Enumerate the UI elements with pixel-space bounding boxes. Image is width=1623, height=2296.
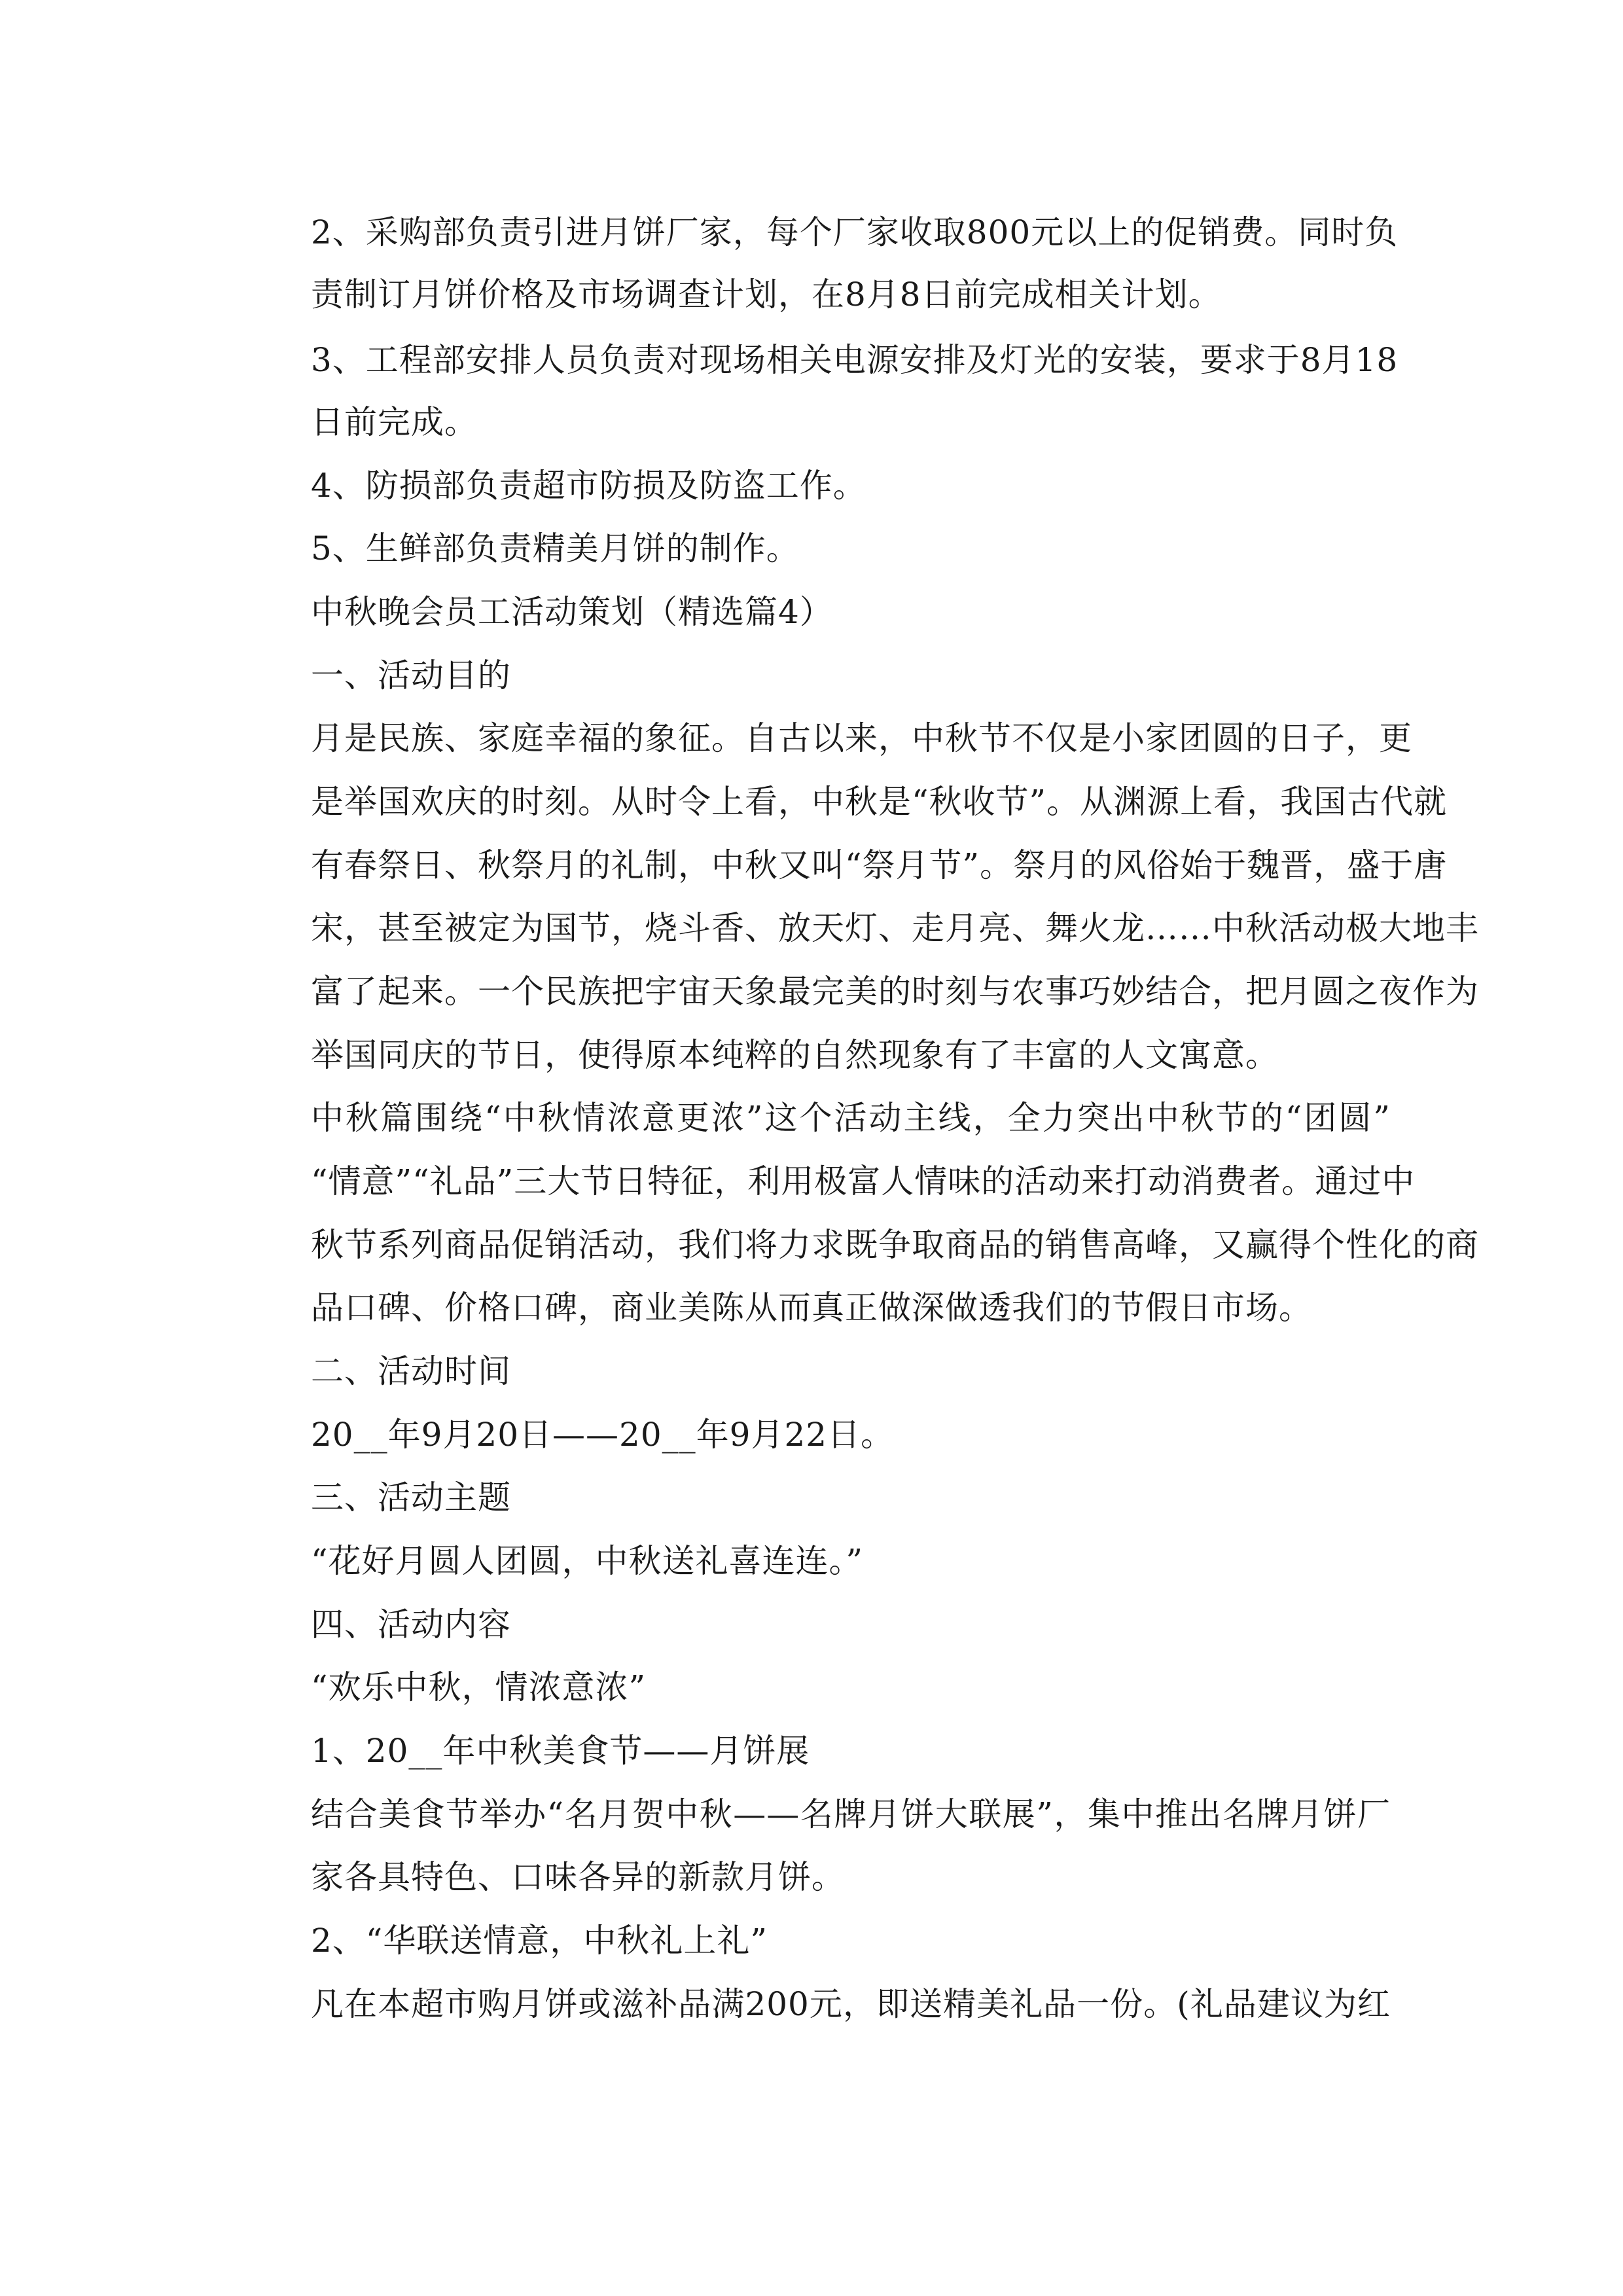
paragraph-line: 2、“华联送情意，中秋礼上礼” xyxy=(311,1922,768,1960)
paragraph-line: “情意”“礼品”三大节日特征，利用极富人情味的活动来打动消费者。通过中 xyxy=(311,1162,1416,1200)
section-heading: 四、活动内容 xyxy=(311,1605,511,1643)
paragraph-line: 举国同庆的节日，使得原本纯粹的自然现象有了丰富的人文寓意。 xyxy=(311,1036,1279,1074)
paragraph-line: 5、生鲜部负责精美月饼的制作。 xyxy=(311,529,800,567)
paragraph-line: “花好月圆人团圆，中秋送礼喜连连。” xyxy=(311,1542,864,1580)
paragraph-line: 20__年9月20日——20__年9月22日。 xyxy=(311,1416,895,1454)
section-heading: 一、活动目的 xyxy=(311,656,511,694)
paragraph-line: 责制订月饼价格及市场调查计划，在8月8日前完成相关计划。 xyxy=(311,276,1222,314)
paragraph-line: 是举国欢庆的时刻。从时令上看，中秋是“秋收节”。从渊源上看，我国古代就 xyxy=(311,783,1448,821)
paragraph-line: 中秋篇围绕“中秋情浓意更浓”这个活动主线，全力突出中秋节的“团圆” xyxy=(311,1099,1391,1137)
paragraph-line: 1、20__年中秋美食节——月饼展 xyxy=(311,1732,810,1770)
paragraph-line: “欢乐中秋，情浓意浓” xyxy=(311,1668,647,1706)
paragraph-line: 月是民族、家庭幸福的象征。自古以来，中秋节不仅是小家团圆的日子，更 xyxy=(311,719,1412,757)
paragraph-line: 4、防损部负责超市防损及防盗工作。 xyxy=(311,467,866,505)
section-title: 中秋晚会员工活动策划（精选篇4） xyxy=(311,593,833,631)
paragraph-line: 富了起来。一个民族把宇宙天象最完美的时刻与农事巧妙结合，把月圆之夜作为 xyxy=(311,973,1479,1011)
paragraph-line: 家各具特色、口味各异的新款月饼。 xyxy=(311,1858,845,1896)
paragraph-line: 3、工程部安排人员负责对现场相关电源安排及灯光的安装，要求于8月18 xyxy=(311,341,1399,379)
paragraph-line: 2、采购部负责引进月饼厂家，每个厂家收取800元以上的促销费。同时负 xyxy=(311,213,1399,251)
paragraph-line: 日前完成。 xyxy=(311,403,478,441)
paragraph-line: 秋节系列商品促销活动，我们将力求既争取商品的销售高峰，又赢得个性化的商 xyxy=(311,1226,1479,1264)
paragraph-line: 有春祭日、秋祭月的礼制，中秋又叫“祭月节”。祭月的风俗始于魏晋，盛于唐 xyxy=(311,846,1448,884)
paragraph-line: 凡在本超市购月饼或滋补品满200元，即送精美礼品一份。(礼品建议为红 xyxy=(311,1985,1391,2023)
section-heading: 三、活动主题 xyxy=(311,1479,511,1516)
section-heading: 二、活动时间 xyxy=(311,1352,511,1390)
paragraph-line: 宋，甚至被定为国节，烧斗香、放天灯、走月亮、舞火龙……中秋活动极大地丰 xyxy=(311,909,1479,947)
paragraph-line: 结合美食节举办“名月贺中秋——名牌月饼大联展”，集中推出名牌月饼厂 xyxy=(311,1795,1391,1833)
paragraph-line: 品口碑、价格口碑，商业美陈从而真正做深做透我们的节假日市场。 xyxy=(311,1289,1312,1327)
